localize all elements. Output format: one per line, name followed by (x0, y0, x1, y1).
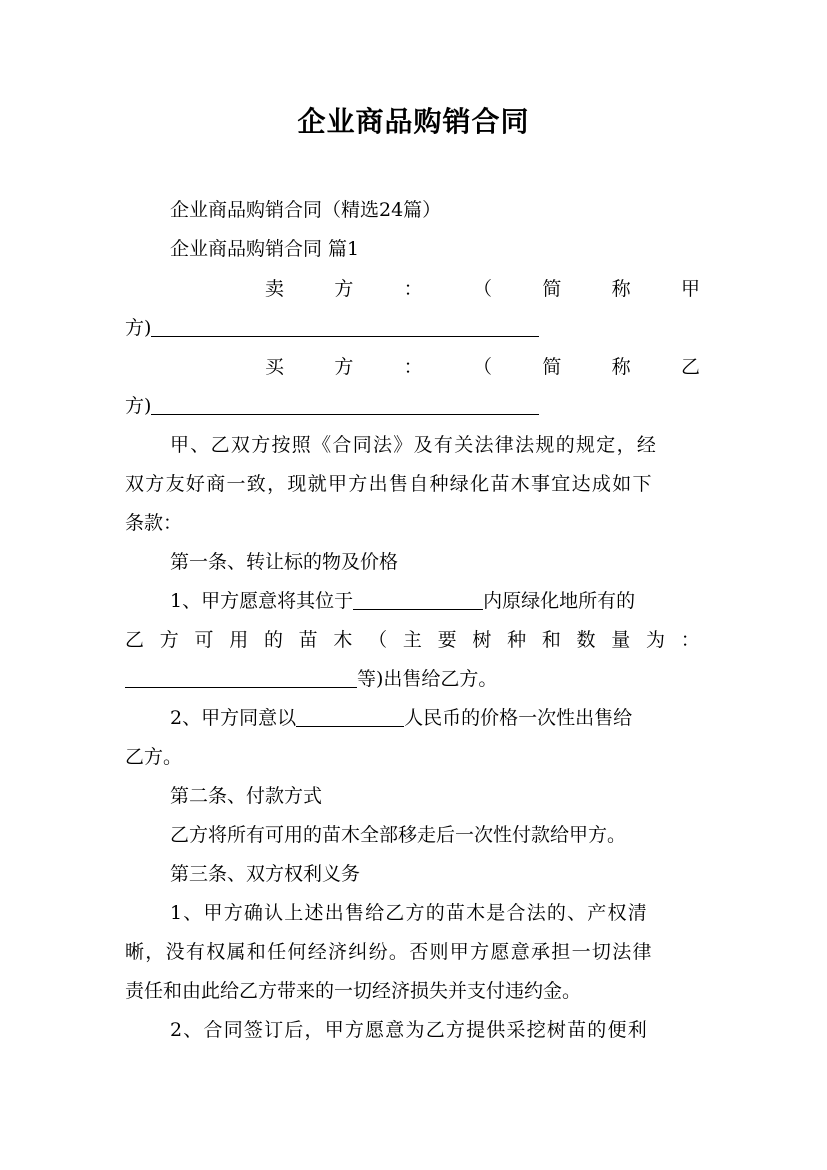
article-3-item-1-line-3: 责任和由此给乙方带来的一切经济损失并支付违约金。 (125, 980, 582, 1002)
art1-line2-char-1: 方 (159, 629, 179, 651)
document-title: 企业商品购销合同 (297, 105, 530, 138)
intro-line-1: 甲、乙双方按照《合同法》及有关法律法规的规定，经 (170, 434, 658, 456)
buyer-label-row (125, 348, 700, 386)
price-blank (296, 704, 404, 727)
art1-line2-char-7: （ (368, 629, 388, 651)
seller-char-4: 简 (542, 278, 562, 300)
article-1-item-2-line-1 (125, 699, 745, 737)
art1-item1-line3-suffix: 等)出售给乙方。 (357, 668, 498, 690)
buyer-char-1: 方 (334, 356, 354, 378)
art1-line2-char-16: ： (680, 629, 700, 651)
seller-char-3: （ (472, 278, 492, 300)
art1-line2-char-2: 可 (194, 629, 214, 651)
document-subtitle: 企业商品购销合同（精选24篇） (170, 199, 442, 221)
seller-name-line (125, 309, 700, 347)
buyer-char-3: （ (472, 356, 492, 378)
section-heading: 企业商品购销合同 篇1 (170, 238, 360, 260)
intro-line-3: 条款： (125, 512, 183, 534)
art1-line2-char-5: 苗 (298, 629, 318, 651)
art1-line2-char-12: 和 (541, 629, 561, 651)
article-2-heading: 第二条、付款方式 (170, 785, 323, 807)
seller-char-0: 卖 (265, 278, 285, 300)
art1-line2-char-3: 用 (229, 629, 249, 651)
art1-line2-char-11: 种 (507, 629, 527, 651)
species-quantity-blank (125, 665, 357, 688)
intro-line-2: 双方友好商一致，现就甲方出售自种绿化苗木事宜达成如下 (125, 473, 653, 495)
article-3-heading: 第三条、双方权利义务 (170, 863, 361, 885)
buyer-char-4: 简 (542, 356, 562, 378)
art1-item1-prefix: 1、甲方愿意将其位于 (170, 590, 354, 612)
buyer-char-6: 乙 (680, 356, 700, 378)
buyer-char-5: 称 (611, 356, 631, 378)
article-3-item-1-line-1: 1、甲方确认上述出售给乙方的苗木是合法的、产权清 (170, 902, 648, 924)
article-1-item-1-line-2 (125, 621, 700, 659)
art1-line2-char-10: 树 (472, 629, 492, 651)
art1-item1-suffix: 内原绿化地所有的 (483, 590, 636, 612)
buyer-name-line (125, 387, 700, 425)
seller-tail: 方) (125, 317, 152, 339)
article-1-item-1-line-1 (125, 582, 745, 620)
art1-line2-char-9: 要 (437, 629, 457, 651)
article-3-item-2-line-1: 2、合同签订后，甲方愿意为乙方提供采挖树苗的便利 (170, 1019, 648, 1041)
seller-label-row (125, 270, 700, 308)
seller-char-1: 方 (334, 278, 354, 300)
art1-line2-char-8: 主 (402, 629, 422, 651)
seller-char-2: ： (403, 278, 423, 300)
art1-line2-char-4: 的 (263, 629, 283, 651)
article-3-item-1-line-2: 晰，没有权属和任何经济纠纷。否则甲方愿意承担一切法律 (125, 941, 653, 963)
seller-char-5: 称 (611, 278, 631, 300)
buyer-name-blank (151, 392, 539, 415)
art1-line2-char-14: 量 (611, 629, 631, 651)
buyer-char-0: 买 (265, 356, 285, 378)
art1-line2-char-15: 为 (646, 629, 666, 651)
art1-line2-char-0: 乙 (125, 629, 145, 651)
art1-line2-char-6: 木 (333, 629, 353, 651)
article-2-text: 乙方将所有可用的苗木全部移走后一次性付款给甲方。 (170, 824, 627, 846)
seller-name-blank (151, 314, 539, 337)
art1-line2-char-13: 数 (576, 629, 596, 651)
art1-item2-suffix: 人民币的价格一次性出售给 (404, 707, 633, 729)
article-1-item-1-line-3 (125, 660, 700, 698)
location-blank (353, 587, 483, 610)
art1-item2-prefix: 2、甲方同意以 (170, 707, 297, 729)
buyer-tail: 方) (125, 395, 152, 417)
seller-char-6: 甲 (680, 278, 700, 300)
article-1-heading: 第一条、转让标的物及价格 (170, 551, 399, 573)
buyer-char-2: ： (403, 356, 423, 378)
article-1-item-2-line-2: 乙方。 (125, 746, 183, 768)
